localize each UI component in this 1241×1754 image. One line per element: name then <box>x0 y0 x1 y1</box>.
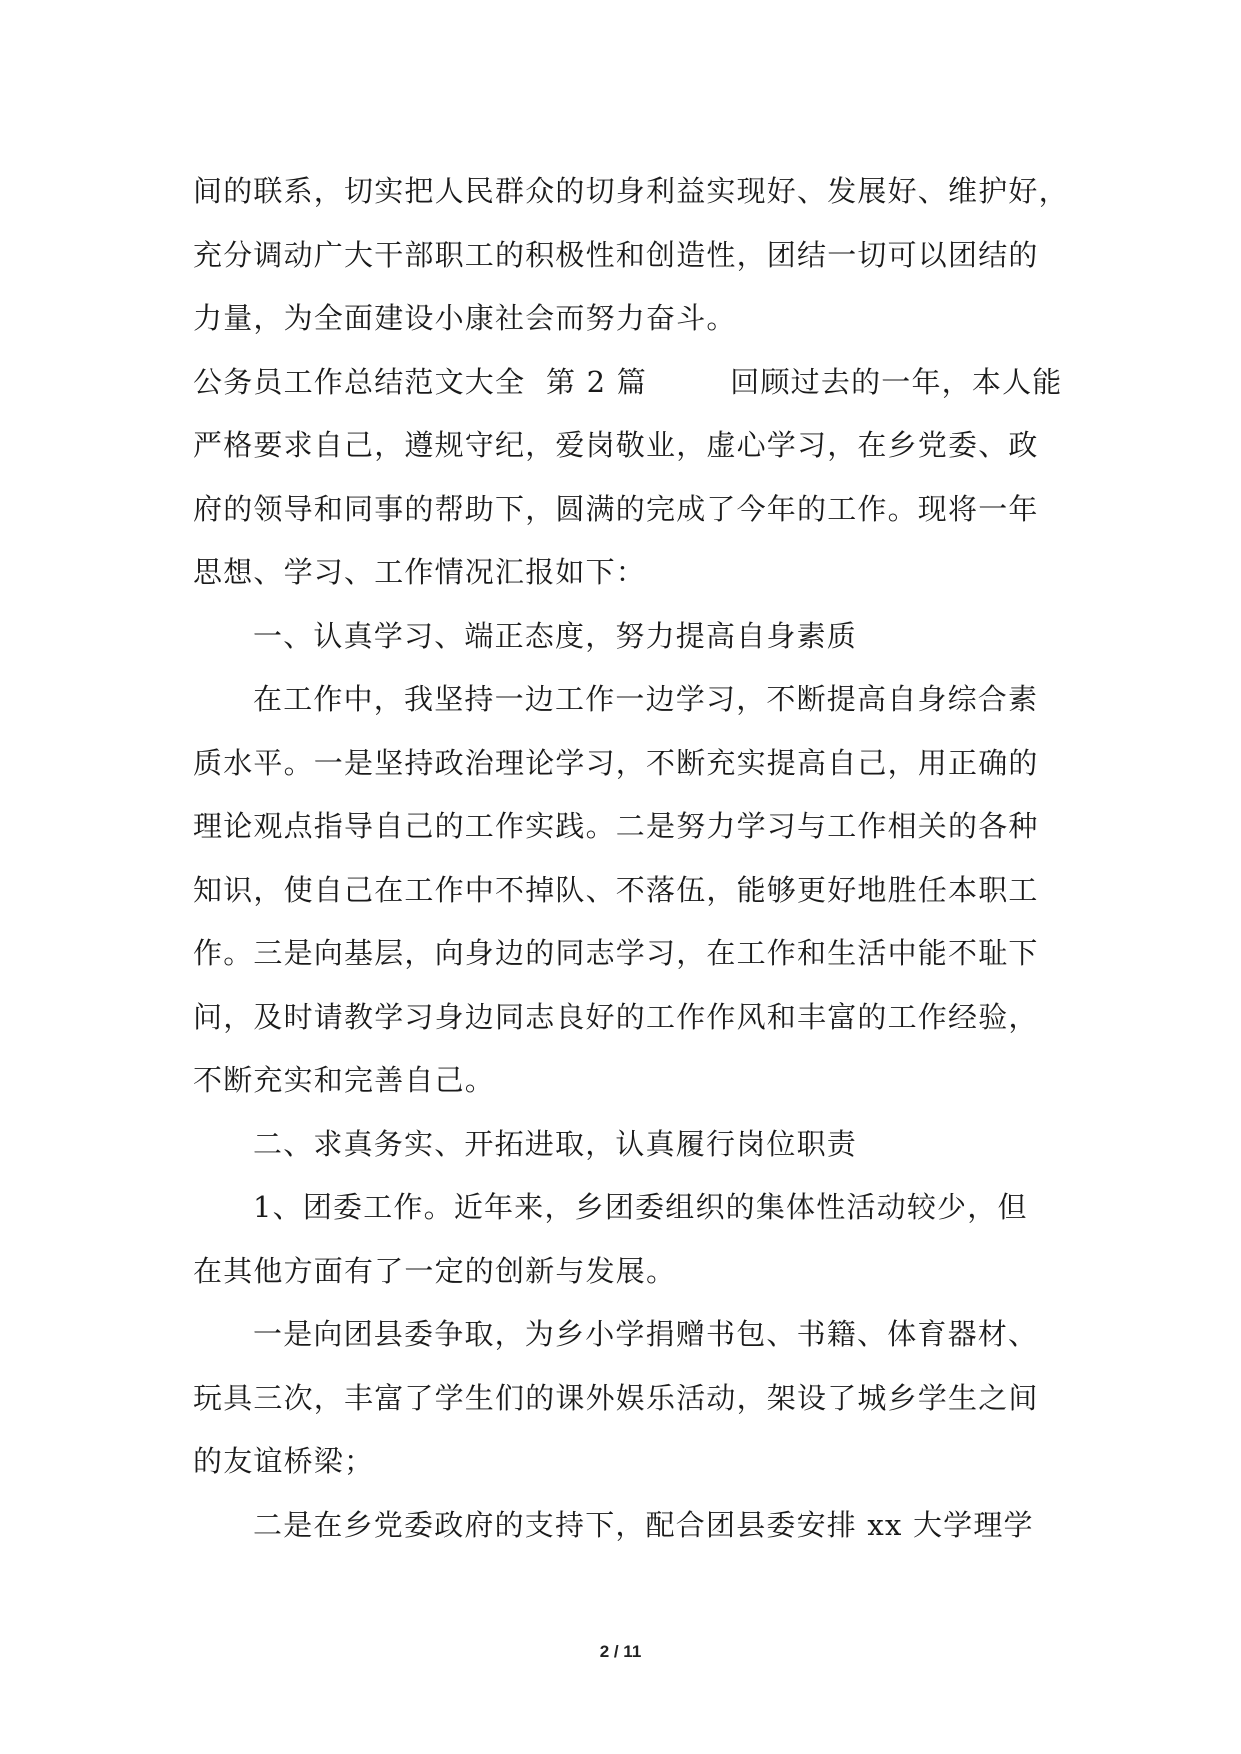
text-line: 一是向团县委争取，为乡小学捐赠书包、书籍、体育器材、 <box>253 1317 1039 1351</box>
text-line: 在其他方面有了一定的创新与发展。 <box>193 1253 677 1288</box>
text-line: 玩具三次，丰富了学生们的课外娱乐活动，架设了城乡学生之间 <box>193 1380 1039 1415</box>
text-line: 质水平。一是坚持政治理论学习，不断充实提高自己，用正确的 <box>193 745 1039 780</box>
text-line: 1、团委工作。近年来，乡团委组织的集体性活动较少，但 <box>253 1190 1028 1224</box>
heading-line: 一、认真学习、端正态度，努力提高自身素质 <box>253 618 858 653</box>
text-line: 间的联系，切实把人民群众的切身利益实现好、发展好、维护好， <box>193 174 1069 208</box>
text-line: 思想、学习、工作情况汇报如下： <box>193 555 647 589</box>
text-line: 充分调动广大干部职工的积极性和创造性，团结一切可以团结的 <box>193 237 1039 272</box>
text-line: 府的领导和同事的帮助下，圆满的完成了今年的工作。现将一年 <box>193 491 1039 526</box>
text-line: 二是在乡党委政府的支持下，配合团县委安排 xx 大学理学 <box>253 1507 1034 1542</box>
text-line: 理论观点指导自己的工作实践。二是努力学习与工作相关的各种 <box>193 809 1039 843</box>
text-line: 在工作中，我坚持一边工作一边学习，不断提高自身综合素 <box>253 682 1039 716</box>
text-line: 不断充实和完善自己。 <box>193 1063 496 1097</box>
heading-line: 二、求真务实、开拓进取，认真履行岗位职责 <box>253 1126 858 1161</box>
text-line: 严格要求自己，遵规守纪，爱岗敬业，虚心学习，在乡党委、政 <box>193 428 1039 462</box>
text-line: 力量，为全面建设小康社会而努力奋斗。 <box>193 301 737 335</box>
section-title-line: 公务员工作总结范文大全 第 2 篇 回顾过去的一年，本人能 <box>193 364 1063 399</box>
document-body <box>193 160 1073 1557</box>
page-number: 2 / 11 <box>599 1642 642 1661</box>
text-line: 的友谊桥梁； <box>193 1444 375 1478</box>
text-line: 问，及时请教学习身边同志良好的工作作风和丰富的工作经验， <box>193 999 1039 1034</box>
text-line: 作。三是向基层，向身边的同志学习，在工作和生活中能不耻下 <box>193 936 1039 970</box>
text-line: 知识，使自己在工作中不掉队、不落伍，能够更好地胜任本职工 <box>193 872 1039 907</box>
